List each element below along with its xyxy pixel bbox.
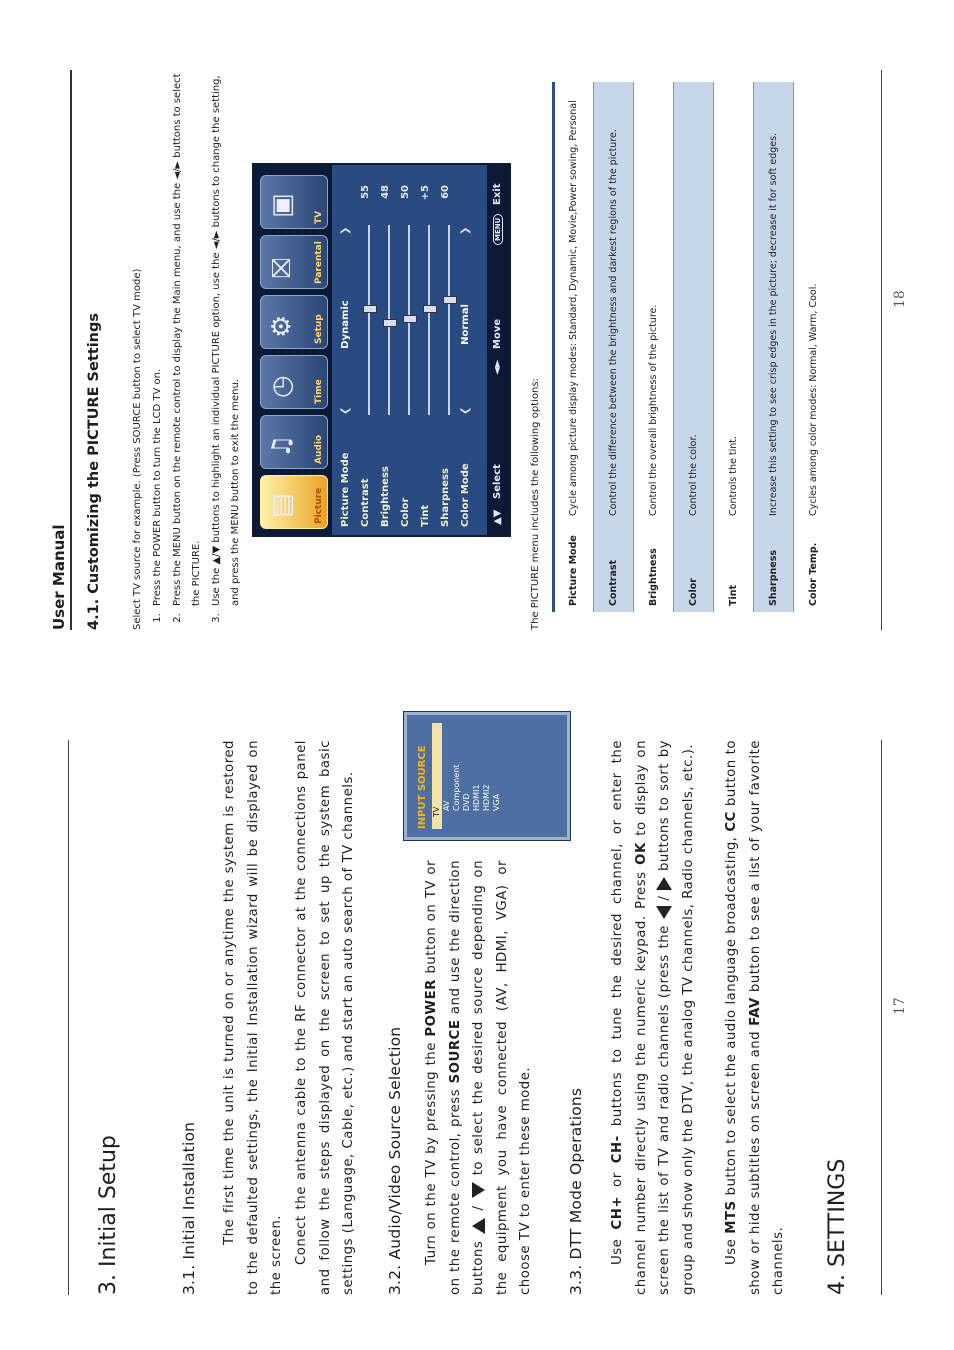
osd-row-slider[interactable]: Color 50 (400, 173, 418, 527)
chevron-left-icon: ❮ (460, 406, 471, 415)
av-source-paragraph: Turn on the TV by pressing the POWER button on TV or on the remote control, press SOURCE and use the direction buttons / to select the desired source depending on the equipment you have connected (AV, HDMI, VGA) or choose TV to enter these mode. (424, 860, 533, 1295)
input-source-menu (404, 712, 570, 840)
osd-row-slider[interactable]: Brightness 48 (380, 173, 398, 527)
picture-steps (148, 70, 246, 630)
table-row: Contrast Control the difference between the brightness and darkest regions of the picture. (594, 82, 634, 612)
table-row: Color Temp. Cycles among color modes: Normal, Warm, Cool. (807, 283, 819, 606)
right-arrow-icon (656, 877, 672, 890)
antenna-paragraph: Conect the antenna cable to the RF connector at the connections panel and follow the steps displayed on the screen to set up the system basic settings (Language, Cable, etc.) and start an auto search of TV channels. (294, 740, 356, 1295)
satellite-tv-icon: ▣ (267, 193, 297, 218)
page-18 (0, 70, 908, 630)
step-item: 1. Press the POWER button to turn the LCD TV on. (148, 70, 168, 610)
osd-row-color-mode[interactable]: Color Mode ❮ Normal ❯ (460, 226, 471, 527)
music-note-icon: ♫ (267, 434, 297, 458)
gear-icon: ⚙ (267, 314, 297, 338)
picture-osd-screenshot (252, 163, 511, 537)
osd-row-picture-mode[interactable]: Picture Mode ❮ Dynamic ❯ (340, 226, 351, 527)
osd-tab-setup[interactable]: ⚙ Setup (260, 295, 328, 349)
input-source-item[interactable]: AV (442, 800, 451, 811)
initial-installation-heading: 3.1. Initial Installation (180, 1121, 198, 1295)
osd-slider-knob[interactable] (383, 319, 397, 327)
input-source-item[interactable]: HDMI2 (482, 784, 491, 811)
picture-intro: Select TV source for example. (Press SOURCE button to select TV mode) (132, 268, 143, 630)
page-number-18: 18 (892, 290, 908, 308)
input-source-item[interactable]: HDMI1 (472, 784, 481, 811)
osd-slider-track (368, 225, 370, 415)
table-row: Picture Mode Cycle among picture display modes: Standard, Dynamic, Movie,Power sowing, Personal (554, 82, 594, 612)
table-intro: The PICTURE menu includes the following options: (530, 378, 541, 630)
input-source-list (432, 715, 502, 837)
input-source-item[interactable]: DVD (462, 793, 471, 811)
user-manual-header: User Manual (50, 524, 68, 630)
page-17 (0, 730, 908, 1340)
osd-row-slider[interactable]: Sharpness 60 (440, 173, 458, 527)
osd-slider-knob[interactable] (403, 315, 417, 323)
exit-hint: Exit (492, 183, 503, 205)
chevron-right-icon: ❯ (340, 226, 351, 235)
menu-key-icon: MENU (493, 214, 503, 245)
osd-tab-audio[interactable]: ♫ Audio (260, 415, 328, 469)
top-rule (68, 740, 69, 1295)
dtt-heading: 3.3. DTT Mode Operations (567, 1087, 585, 1295)
camera-icon: ▤ (267, 493, 297, 518)
select-hint: Select (492, 464, 503, 499)
osd-tab-parental[interactable]: ⛝ Parental (260, 235, 328, 289)
left-arrow-icon (656, 906, 672, 919)
header-rule (70, 70, 72, 630)
table-row: Brightness Control the overall brightness of the picture. (647, 304, 659, 606)
dtt-paragraph-1: Use CH+ or CH- buttons to tune the desired channel, or enter the channel number directly using the numeric keypad. Press OK to display on screen the list of TV and radio channels (press the / buttons to sort by group and show only the DTV, the analog TV channels, Radio channels, etc.). (610, 740, 696, 1295)
osd-slider-track (428, 225, 430, 415)
step-item: 2. Press the MENU button on the remote control to display the Main menu, and use the ◄/► buttons to select the PICTURE. (168, 70, 207, 610)
osd-slider-knob[interactable] (423, 306, 437, 314)
input-source-title: INPUT SOURCE (417, 745, 428, 829)
clock-icon: ◷ (267, 375, 297, 398)
dtt-paragraph-2: Use MTS button to select the audio language broadcasting, CC button to show or hide subtitles on screen and FAV button to see a list of your favorite channels. (724, 740, 786, 1295)
picture-options-table (552, 82, 834, 612)
initial-setup-title: 3. Initial Setup (96, 1135, 121, 1295)
initial-installation-paragraph: The first time the unit is turned on or anytime the system is restored to the defaulted settings, the Initial Installation wizard will be displayed on the screen. (222, 740, 284, 1295)
move-hint: Move (492, 318, 503, 349)
osd-tab-picture[interactable]: ▤ Picture (260, 475, 328, 529)
page18-bottom-rule (881, 70, 882, 630)
osd-slider-track (408, 225, 410, 415)
osd-tab-time[interactable]: ◷ Time (260, 355, 328, 409)
input-source-item[interactable]: Component (452, 764, 461, 811)
table-row: Tint Controls the tint. (727, 435, 739, 606)
page-number-17: 17 (892, 997, 908, 1015)
table-row: Sharpness Increase this setting to see crisp edges in the picture; decrease it for soft edges. (754, 82, 794, 612)
settings-title: 4. SETTINGS (825, 1158, 850, 1295)
up-down-keys-icon: ▲▼ (492, 509, 503, 525)
picture-settings-heading: 4.1. Customizing the PICTURE Settings (86, 313, 102, 630)
input-source-item[interactable]: VGA (492, 793, 501, 811)
chevron-right-icon: ❯ (460, 226, 471, 235)
osd-icon-row (254, 165, 332, 535)
osd-tab-tv[interactable]: ▣ TV (260, 175, 328, 229)
osd-row-slider[interactable]: Tint +5 (420, 173, 438, 527)
osd-slider-track (448, 225, 450, 415)
bottom-rule (881, 740, 882, 1295)
osd-footer (487, 165, 509, 535)
osd-row-slider[interactable]: Contrast 55 (360, 173, 378, 527)
up-arrow-icon (472, 1218, 485, 1234)
down-arrow-icon (472, 1182, 485, 1198)
osd-slider-track (388, 225, 390, 415)
step-item: 3. Use the ▲/▼ buttons to highlight an individual PICTURE option, use the ◄/► buttons to change the setting, and press the MENU button to exit the menu. (207, 70, 246, 610)
left-right-keys-icon: ◄► (492, 359, 503, 375)
av-source-heading: 3.2. Audio/Video Source Selection (386, 1026, 404, 1295)
chevron-left-icon: ❮ (340, 406, 351, 415)
osd-slider-knob[interactable] (363, 306, 377, 314)
input-source-item-selected[interactable]: TV (432, 723, 442, 829)
padlock-icon: ⛝ (267, 258, 297, 278)
table-row: Color Control the color. (674, 82, 714, 612)
osd-slider-knob[interactable] (443, 296, 457, 304)
